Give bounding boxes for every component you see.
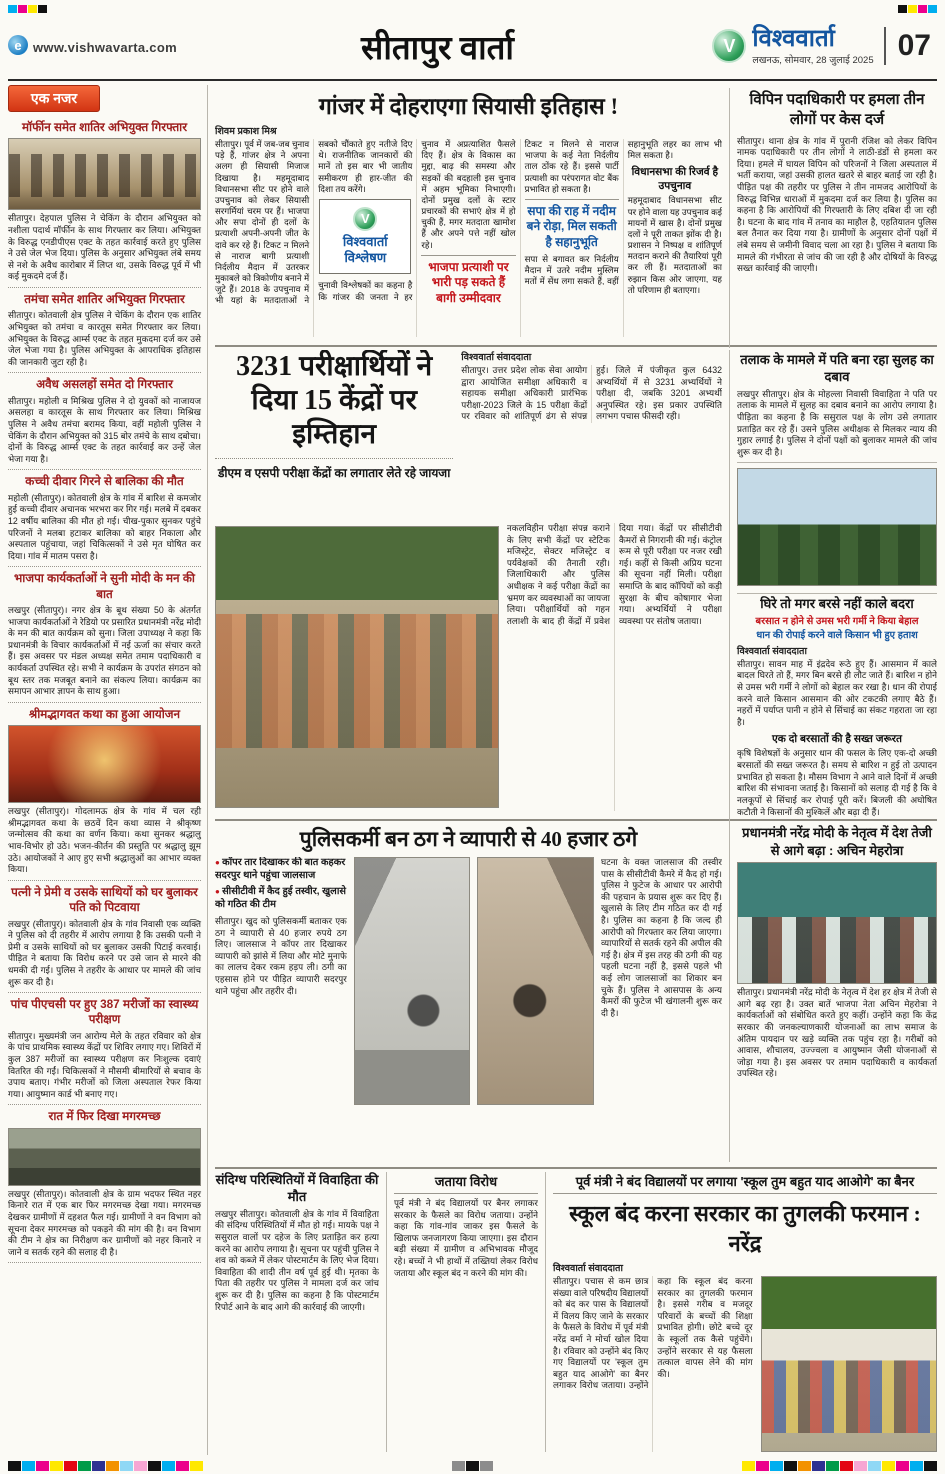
brief-article-wall-collapse: [8, 470, 201, 567]
modi-body: सीतापुर। प्रधानमंत्री नरेंद्र मोदी के नेतृत्व में देश हर क्षेत्र में तेजी से आगे बढ़ रहा है। उक्त बातें भाजपा नेता अचिन मेहरोत्रा ने कार्यकर्ताओं को संबोधित करते हुए कहीं। उन्होंने कहा कि केंद्र सरकार की जनकल्याणकारी योजनाओं का लाभ समाज के अंतिम पायदान पर खड़े व्यक्ति तक पहुंच रहा है। गरीबों को आवास, शौचालय, उज्ज्वला व आयुष्मान जैसी योजनाओं से जोड़ा गया है। इस अवसर पर तमाम पदाधिकारी व कार्यकर्ता उपस्थित रहे।: [737, 987, 937, 1079]
attack-headline: विपिन पदाधिकारी पर हमला तीन लोगों पर केस दर्ज: [749, 91, 925, 129]
brief-headline: तमंचा समेत शातिर अभियुक्त गिरफ्तार: [24, 291, 185, 306]
weather-paragraph: सीतापुर। सावन माह में इंद्रदेव रूठे हुए हैं। आसमान में काले बादल घिरते तो हैं, मगर बिन बरसे ही लौट जाते हैं। बारिश न होने से उमस भरी गर्मी ने लोगों को बेहाल कर रखा है। धान की रोपाई करने वाले किसान आसमान की ओर टकटकी लगाए बैठे हैं। नहरों में पर्याप्त पानी न होने से सिंचाई का संकट गहराता जा रहा है।: [737, 658, 937, 727]
website-url: www.vishwavarta.com: [33, 40, 177, 55]
brief-headline: पांच पीएचसी पर हुए 387 मरीजों का स्वास्थ्य परीक्षण: [10, 997, 199, 1027]
exam-byline: विश्ववार्ता संवाददाता: [461, 352, 532, 363]
weather-bullet-2: धान की रोपाई करने वाले किसान भी हुए हताश: [756, 630, 918, 642]
row-lead: [215, 85, 937, 347]
brief-article-crocodile: [8, 1105, 201, 1263]
lead-crosshead: विधानसभा की रिजर्व है उपचुनाव: [631, 166, 719, 193]
right-stack-row-b: [737, 350, 937, 831]
weather-photo-block: [737, 463, 937, 594]
article-exam-3231-candidates: [215, 350, 730, 831]
brief-body: सीतापुर। कोतवाली क्षेत्र पुलिस ने चेकिंग के दौरान एक शातिर अभियुक्त को तमंचा व कारतूस समेत गिरफ्तार कर लिया। अभियुक्त के विरुद्ध आर्म्स एक्ट के तहत मुकदमा दर्ज कर उसे जेल भेजा गया है। पुलिस अभियुक्त के आपराधिक इतिहास की जानकारी जुटा रही है।: [8, 310, 201, 367]
school-kicker: पूर्व मंत्री ने बंद विद्यालयों पर लगाया 'स्कूल तुम बहुत याद आओगे' का बैनर: [553, 1172, 937, 1194]
print-registration-marks-bottom: [8, 1458, 937, 1474]
brief-headline: रात में फिर दिखा मगरमच्छ: [48, 1109, 161, 1124]
weather-headline: घिरे तो मगर बरसे नहीं काले बदरा: [760, 596, 914, 612]
brief-body: लखपुर (सीतापुर)। गोदलामऊ क्षेत्र के गांव में चल रही श्रीमद्भागवत कथा के छठवें दिन कथा व्यास ने श्रीकृष्ण जन्मोत्सव की कथा का वर्णन किया। कथा सुनकर श्रद्धालु भाव-विभोर हो उठे। भजन-कीर्तन की प्रस्तुति पर श्रद्धालु झूम उठे। आयोजकों ने आए हुए सभी श्रद्धालुओं का आभार व्यक्त किया।: [8, 806, 201, 875]
brief-headline: श्रीमद्भागवत कथा का हुआ आयोजन: [28, 706, 181, 721]
page-number: 07: [884, 27, 937, 65]
brief-body: सीतापुर। महोली व मिश्रिख पुलिस ने दो युवकों को नाजायज असलहा व कारतूस के साथ गिरफ्तार कर लिया। मिश्रिख पुलिस ने अवैध तमंचा बरामद किया, वहीं महोली पुलिस ने चेकिंग के दौरान अभियुक्त को 315 बोर तमंचे के साथ दबोचा। दोनों के विरुद्ध आर्म्स एक्ट के तहत कार्रवाई कर उन्हें जेल भेजा गया है।: [8, 395, 201, 464]
photo-cctv-suspect-motorcycle: [477, 857, 594, 1105]
fraud-body-first: सीतापुर। खुद को पुलिसकर्मी बताकर एक ठग ने व्यापारी से 40 हजार रुपये ठग लिए। जालसाज ने कॉपर तार दिखाकर व्यापारी को झांसे में लिया और मोटे मुनाफे का लालच देकर रकम हड़प ली। ठगी का एहसास होने पर पीड़ित व्यापारी सदरपुर थाने पहुंचा और तहरीर दी।: [215, 915, 347, 996]
brief-article-bhagwat-katha: [8, 703, 201, 881]
brief-article-husband-beaten: [8, 881, 201, 993]
photo-bjp-workers-meeting: [737, 862, 937, 984]
section-header-ek-nazar: एक नजर: [8, 85, 100, 112]
lead-headline: गांजर में दोहराएगा सियासी इतिहास !: [318, 94, 619, 119]
analysis-badge-line2: विश्लेषण: [344, 250, 387, 266]
brief-article-illegal-arms: [8, 373, 201, 470]
article-suspicious-death: [215, 1172, 387, 1452]
article-fake-policeman-fraud: [215, 824, 730, 1162]
exam-headline: 3231 परीक्षार्थियों ने दिया 15 केंद्रों पर इम्तिहान: [236, 351, 433, 451]
article-ganjar-political-history: [215, 88, 730, 348]
globe-logo-icon: e: [8, 35, 28, 55]
weather-crosshead: एक दो बरसातों की है सख्त जरूरत: [771, 733, 903, 746]
one-glance-column: [8, 85, 208, 1455]
weather-byline: विश्ववार्ता संवाददाता: [737, 645, 807, 657]
brand-name: विश्ववार्ता: [752, 24, 835, 52]
row-fraud: [215, 821, 937, 1169]
fraud-bullet-1: ● कॉपर तार दिखाकर की बात कहकर सदरपुर थाने पहुंचा जालसाज: [215, 857, 347, 882]
print-registration-marks-top: [8, 2, 937, 15]
photo-police-with-accused: [8, 138, 201, 210]
inset-headline-bjp-rebels: भाजपा प्रत्याशी पर भारी पड़ सकते हैं बागी उम्मीदवार: [421, 255, 515, 307]
row-exam: [215, 347, 937, 821]
brief-article-mann-ki-baat: [8, 567, 201, 703]
cmyk-marks-top-left: [8, 5, 47, 13]
brief-headline: कच्ची दीवार गिरने से बालिका की मौत: [25, 474, 184, 489]
masthead-left: [8, 35, 223, 57]
modi-headline: प्रधानमंत्री नरेंद्र मोदी के नेतृत्व में देश तेजी से आगे बढ़ा : अचिन मेहरोत्रा: [742, 825, 932, 858]
exam-subhead: डीएम व एसपी परीक्षा केंद्रों का लगातार लेते रहे जायजा: [215, 458, 453, 481]
analysis-badge-line1: विश्ववार्ता: [342, 233, 388, 249]
article-modi-leadership-achin: [737, 824, 937, 1162]
brand-block: [712, 26, 873, 66]
colour-bar-bottom-left: [8, 1461, 203, 1471]
photo-exam-centre-inspection: [215, 526, 499, 808]
lead-paragraph: सीतापुर। पूर्व में जब-जब चुनाव पड़े हैं, गांजर क्षेत्र ने अपना अलग ही सियासी मिजाज दिखाया है। महमूदाबाद विधानसभा सीट पर होने वाले उपचुनाव को लेकर सियासी सरगर्मियां चरम पर हैं। भाजपा और सपा दोनों ही दलों के प्रत्याशी अपनी-अपनी जीत के दावे कर रहे हैं। टिकट न मिलने से नाराज बागी प्रत्याशी निर्दलीय मैदान में उतरकर मुकाबले को त्रिकोणीय बनाने में जुटे हैं। 2018 के उपचुनाव में भी यहां के मतदाताओं ने सबको चौंकाते हुए नतीजे दिए थे। राजनीतिक जानकारों की मानें तो इस बार भी जातीय समीकरण ही हार-जीत की दिशा तय करेंगे।: [215, 139, 413, 306]
weather-bullet-1: बरसात न होने से उमस भरी गर्मी ने किया बेहाल: [755, 616, 919, 628]
brief-headline: भाजपा कार्यकर्ताओं ने सुनी मोदी के मन की बात: [14, 571, 195, 601]
colour-bar-bottom-right: [742, 1461, 937, 1471]
exam-body-second: नकलविहीन परीक्षा संपन्न कराने के लिए सभी केंद्रों पर स्टेटिक मजिस्ट्रेट, सेक्टर मजिस्ट्रेट व पर्यवेक्षकों की तैनाती रही। जिलाधिकारी और पुलिस अधीक्षक ने कई परीक्षा केंद्रों का भ्रमण कर व्यवस्थाओं का जायजा लिया। परीक्षार्थियों को गहन तलाशी के बाद ही केंद्रों में प्रवेश दिया गया। केंद्रों पर सीसीटीवी कैमरों से निगरानी की गई। कंट्रोल रूम से पूरी परीक्षा पर नजर रखी गई। कहीं से किसी अप्रिय घटना की सूचना नहीं मिली। परीक्षा समाप्ति के बाद कॉपियों को कड़ी सुरक्षा के बीच कोषागार भेजा गया। अभ्यर्थियों ने परीक्षा व्यवस्था पर संतोष जताया।: [506, 523, 722, 626]
lead-byline: शिवम प्रकाश मिश्र: [215, 126, 277, 137]
death-headline: संदिग्ध परिस्थितियों में विवाहिता की मौत: [215, 1172, 379, 1204]
fraud-headline: पुलिसकर्मी बन ठग ने व्यापारी से 40 हजार ठगे: [299, 827, 638, 851]
protest-body: पूर्व मंत्री ने बंद विद्यालयों पर बैनर लगाकर सरकार के फैसले का विरोध जताया। उन्होंने कहा कि गांव-गांव जाकर इस फैसले के खिलाफ जनजागरण किया जाएगा। इस दौरान बड़ी संख्या में ग्रामीण व अभिभावक मौजूद रहे। बच्चों ने भी हाथों में तख्तियां लेकर विरोध जताया और स्कूल बंद न करने की मांग की।: [394, 1198, 538, 1278]
photo-children-with-banner: [761, 1276, 937, 1452]
death-body: लखपुर सीतापुर। कोतवाली क्षेत्र के गांव में विवाहिता की संदिग्ध परिस्थितियों में मौत हो गई। मायके पक्ष ने ससुराल वालों पर दहेज के लिए प्रताड़ित कर हत्या करने का आरोप लगाया है। सूचना पर पहुंची पुलिस ने शव को कब्जे में लेकर पोस्टमार्टम के लिए भेज दिया। विवाहिता की शादी तीन वर्ष पूर्व हुई थी। मृतका के पिता की तहरीर पर पुलिस ने मामला दर्ज कर जांच शुरू कर दी है। पुलिस का कहना है कि पोस्टमार्टम रिपोर्ट आने के बाद आगे की कार्रवाई की जाएगी।: [215, 1208, 379, 1312]
brief-article-morphine-arrest: [8, 116, 201, 288]
brief-body: सीतापुर। मुख्यमंत्री जन आरोग्य मेले के तहत रविवार को क्षेत्र के पांच प्राथमिक स्वास्थ्य केंद्रों पर शिविर लगाए गए। शिविरों में कुल 387 मरीजों का स्वास्थ्य परीक्षण कर निःशुल्क दवाएं वितरित की गईं। चिकित्सकों ने मौसमी बीमारियों से बचाव के उपाय बताए। गंभीर मरीजों को जिला अस्पताल रेफर किया गया। आयुष्मान कार्ड भी बनाए गए।: [8, 1030, 201, 1099]
school-headline: स्कूल बंद करना सरकार का तुगलकी फरमान : नरेंद्र: [569, 1201, 921, 1256]
protest-label: जताया विरोध: [394, 1172, 538, 1194]
brief-article-tamancha-arrest: [8, 288, 201, 373]
divorce-headline: तलाक के मामले में पति बना रहा सुलह का दबाव: [740, 352, 934, 384]
article-no-rain: [737, 594, 937, 830]
article-divorce-pressure: [737, 350, 937, 463]
brief-headline: पत्नी ने प्रेमी व उसके साथियों को घर बुलाकर पति को पिटवाया: [11, 884, 198, 915]
inset-headline-sp-nadeem: सपा की राह में नदीम बने रोड़ा, मिल सकती है सहानुभूति: [525, 199, 619, 251]
divorce-body: लखपुर सीतापुर। क्षेत्र के मोहल्ला निवासी विवाहिता ने पति पर तलाक के मामले में सुलह का दबाव बनाने का आरोप लगाया है। पीड़िता का कहना है कि ससुराल पक्ष के लोग उसे लगातार प्रताड़ित कर रहे हैं। उसने पुलिस अधीक्षक से मिलकर न्याय की गुहार लगाई है। पुलिस ने दोनों पक्षों को बुलाकर मामले की जांच शुरू कर दी है।: [737, 388, 937, 457]
vishwavarta-analysis-badge: [319, 199, 411, 275]
exam-body-first: सीतापुर। उत्तर प्रदेश लोक सेवा आयोग द्वारा आयोजित समीक्षा अधिकारी व सहायक समीक्षा अधिकारी प्रारंभिक परीक्षा-2023 जिले के 15 परीक्षा केंद्रों पर रविवार को शांतिपूर्ण ढंग से संपन्न हुई। जिले में पंजीकृत कुल 6432 अभ्यर्थियों में से 3231 अभ्यर्थियों ने परीक्षा दी, जबकि 3201 अभ्यर्थी अनुपस्थित रहे। इस प्रकार उपस्थिति लगभग पचास फीसदी रही।: [461, 365, 722, 422]
masthead-right: [652, 26, 937, 66]
fraud-left-column: [215, 857, 347, 1157]
vishwavarta-v-logo-icon: V: [712, 29, 746, 63]
brief-body: लखपुर (सीतापुर)। कोतवाली क्षेत्र के ग्राम भदफर स्थित नहर किनारे रात में एक बार फिर मगरमच्छ देखा गया। मगरमच्छ देखकर ग्रामीणों में दहशत फैल गई। ग्रामीणों ने वन विभाग को सूचना देकर मगरमच्छ को पकड़ने की मांग की है। वन विभाग की टीम ने क्षेत्र का निरीक्षण कर ग्रामीणों को नहर किनारे न जाने व सतर्क रहने की सलाह दी है।: [8, 1188, 201, 1257]
attack-body: सीतापुर। थाना क्षेत्र के गांव में पुरानी रंजिश को लेकर विपिन नामक पदाधिकारी पर तीन लोगों ने लाठी-डंडों से हमला कर दिया। हमले में घायल विपिन को परिजनों ने जिला अस्पताल में भर्ती कराया, जहां उसकी हालत खतरे से बाहर बताई जा रही है। पीड़ित पक्ष की तहरीर पर पुलिस ने तीन नामजद आरोपियों के विरुद्ध विभिन्न धाराओं में मुकदमा दर्ज कर लिया है। पुलिस का कहना है कि आरोपियों की गिरफ्तारी के लिए दबिश दी जा रही है। घटना के बाद गांव में तनाव का माहौल है, एहतियातन पुलिस बल तैनात कर दिया गया है। ग्रामीणों के अनुसार दोनों पक्षों में लंबे समय से जमीनी विवाद चला आ रहा है। पुलिस ने बताया कि मामले की गंभीरता से जांच की जा रही है और दोषियों के विरुद्ध सख्त कार्रवाई की जाएगी।: [737, 135, 937, 274]
brief-headline: मॉर्फीन समेत शातिर अभियुक्त गिरफ्तार: [21, 120, 188, 134]
photo-cctv-street-scene: [354, 857, 471, 1105]
lead-paragraph: महमूदाबाद विधानसभा सीट पर होने वाला यह उपचुनाव कई मायनों में खास है। दोनों प्रमुख दलों ने पूरी ताकत झोंक दी है। प्रशासन ने निष्पक्ष व शांतिपूर्ण मतदान कराने की तैयारियां पूरी कर ली हैं। मतदाताओं का रुझान किस ओर जाएगा, यह तो परिणाम ही बताएगा।: [627, 195, 722, 295]
brief-article-health-camp: [8, 993, 201, 1105]
weather-paragraph: कृषि विशेषज्ञों के अनुसार धान की फसल के लिए एक-दो अच्छी बरसातों की सख्त जरूरत है। समय से बारिश न हुई तो उत्पादन प्रभावित हो सकता है। मौसम विभाग ने आने वाले दिनों में अच्छी बारिश की संभावना जताई है। किसानों को सलाह दी गई है कि वे नलकूपों से सिंचाई कर रोपाई पूरी करें। बिजली की अघोषित कटौती ने किसानों की मुश्किलें और बढ़ा दी हैं।: [737, 748, 937, 817]
school-byline: विश्ववार्ता संवाददाता: [553, 1263, 623, 1274]
fraud-bullet-2: ● सीसीटीवी में कैद हुई तस्वीर, खुलासे को गठित की टीम: [215, 886, 347, 911]
brief-body: महोली (सीतापुर)। कोतवाली क्षेत्र के गांव में बारिश से कमजोर हुई कच्ची दीवार अचानक भरभरा कर गिर गई। मलबे में दबकर 12 वर्षीय बालिका की मौत हो गई। चीख-पुकार सुनकर पहुंचे परिजनों ने मलबा हटाकर बालिका को बाहर निकाला और अस्पताल पहुंचाया, जहां चिकित्सकों ने उसे मृत घोषित कर दिया। गांव में मातम पसरा है।: [8, 492, 201, 561]
lead-paragraph: चुनावी विश्लेषकों का कहना है कि गांजर की जनता ने हर चुनाव में अप्रत्याशित फैसले दिए हैं। क्षेत्र के विकास का मुद्दा, बाढ़ की समस्या और सड़कों की बदहाली इस चुनाव में अहम भूमिका निभाएगी। दोनों प्रमुख दलों के स्टार प्रचारकों की सभाएं क्षेत्र में हो चुकी हैं, मगर मतदाता खामोश हैं और अपने पत्ते नहीं खोल रहे।: [318, 139, 516, 302]
brief-headline: अवैध असलहों समेत दो गिरफ्तार: [36, 377, 173, 392]
inset-body: सपा से बगावत कर निर्दलीय मैदान में उतरे नदीम मुस्लिम मतों में सेंध लगा सकते हैं, वहीं सहानुभूति लहर का लाभ भी मिल सकता है।: [524, 139, 722, 286]
page-title: सीतापुर वार्ता: [361, 30, 514, 67]
fraud-body-second: घटना के वक्त जालसाज की तस्वीर पास के सीसीटीवी कैमरे में कैद हो गई। पुलिस ने फुटेज के आधार पर आरोपी की पहचान के प्रयास शुरू कर दिए हैं। खुलासे के लिए टीम गठित कर दी गई है। पुलिस का कहना है कि जल्द ही आरोपी को गिरफ्तार कर लिया जाएगा। व्यापारियों से सतर्क रहने की अपील की गई है। क्षेत्र में इस तरह की ठगी की यह पहली घटना नहीं है, इससे पहले भी कई लोग जालसाजों का शिकार बन चुके हैं। पुलिस ने आसपास के अन्य कैमरों की फुटेज भी खंगालनी शुरू कर दी है।: [601, 857, 722, 1018]
colour-bar-bottom-center: [452, 1461, 493, 1471]
article-school-closure-protest: [553, 1172, 937, 1452]
article-protest-note: [394, 1172, 546, 1452]
weather-body: [737, 659, 937, 827]
edition-dateline: लखनऊ, सोमवार, 28 जुलाई 2025: [752, 55, 874, 67]
brief-body: लखपुर (सीतापुर)। नगर क्षेत्र के बूथ संख्या 50 के अंतर्गत भाजपा कार्यकर्ताओं ने रेडियो पर प्रसारित प्रधानमंत्री नरेंद्र मोदी के मन की बात कार्यक्रम को सुना। जिला उपाध्यक्ष ने कहा कि प्रधानमंत्री के विचार कार्यकर्ताओं में नई ऊर्जा का संचार करते हैं। इस अवसर पर मंडल अध्यक्ष समेत तमाम पदाधिकारी व कार्यकर्ता उपस्थित रहे। सभी ने कार्यक्रम के उपरांत संगठन को बूथ स्तर तक मजबूत बनाने का संकल्प लिया। कार्यक्रम का समापन आभार ज्ञापन के साथ हुआ।: [8, 604, 201, 697]
school-body: सीतापुर। पचास से कम छात्र संख्या वाले परिषदीय विद्यालयों को बंद कर पास के विद्यालयों में विलय किए जाने के सरकार के फैसले के विरोध में पूर्व मंत्री नरेंद्र वर्मा ने मोर्चा खोल दिया है। रविवार को उन्होंने बंद किए गए विद्यालयों पर 'स्कूल तुम बहुत याद आओगे' का बैनर लगाकर विरोध जताया। उन्होंने कहा कि स्कूल बंद करना सरकार का तुगलकी फरमान है। इससे गरीब व मजदूर परिवारों के बच्चों की शिक्षा प्रभावित होगी। छोटे बच्चे दूर के स्कूलों तक कैसे पहुंचेंगे। उन्होंने सरकार से यह फैसला तत्काल वापस लेने की मांग की।: [553, 1276, 753, 1391]
analysis-badge-logo-icon: V: [353, 207, 377, 231]
brief-body: सीतापुर। देहपाल पुलिस ने चेकिंग के दौरान अभियुक्त को नशीला पदार्थ मॉर्फीन के साथ गिरफ्तार कर लिया। अभियुक्त के विरुद्ध एनडीपीएस एक्ट के तहत कार्रवाई करते हुए पुलिस ने उसे जेल भेज दिया। पुलिस के अनुसार अभियुक्त लंबे समय से नशे के अवैध कारोबार में लिप्त था, उसके विरुद्ध पूर्व में भी कई मुकदमे दर्ज हैं।: [8, 213, 201, 282]
brief-body: लखपुर (सीतापुर)। कोतवाली क्षेत्र के गांव निवासी एक व्यक्ति ने पुलिस को दी तहरीर में आरोप लगाया है कि उसकी पत्नी ने प्रेमी व उसके साथियों को घर बुलाकर उसकी पिटाई करवाई। पीड़ित ने बताया कि विरोध करने पर उसे जान से मारने की धमकी दी गई। पुलिस ने तहरीर के आधार पर मामले की जांच शुरू कर दी है।: [8, 918, 201, 987]
photo-cloudy-sky-trees: [737, 468, 937, 586]
photo-bhagwat-katha: [8, 725, 201, 803]
inset-body: टिकट न मिलने से नाराज भाजपा के कई नेता निर्दलीय ताल ठोंक रहे हैं। इससे पार्टी प्रत्याशी का परंपरागत वोट बैंक प्रभावित हो सकता है।: [524, 139, 619, 194]
row-school: [215, 1169, 937, 1427]
lead-body: [215, 139, 722, 337]
masthead: [8, 15, 937, 81]
cmyk-marks-top-right: [898, 5, 937, 13]
article-vipin-attack-case: [737, 88, 937, 348]
photo-crocodile: [8, 1128, 201, 1186]
main-column: [215, 85, 937, 1455]
